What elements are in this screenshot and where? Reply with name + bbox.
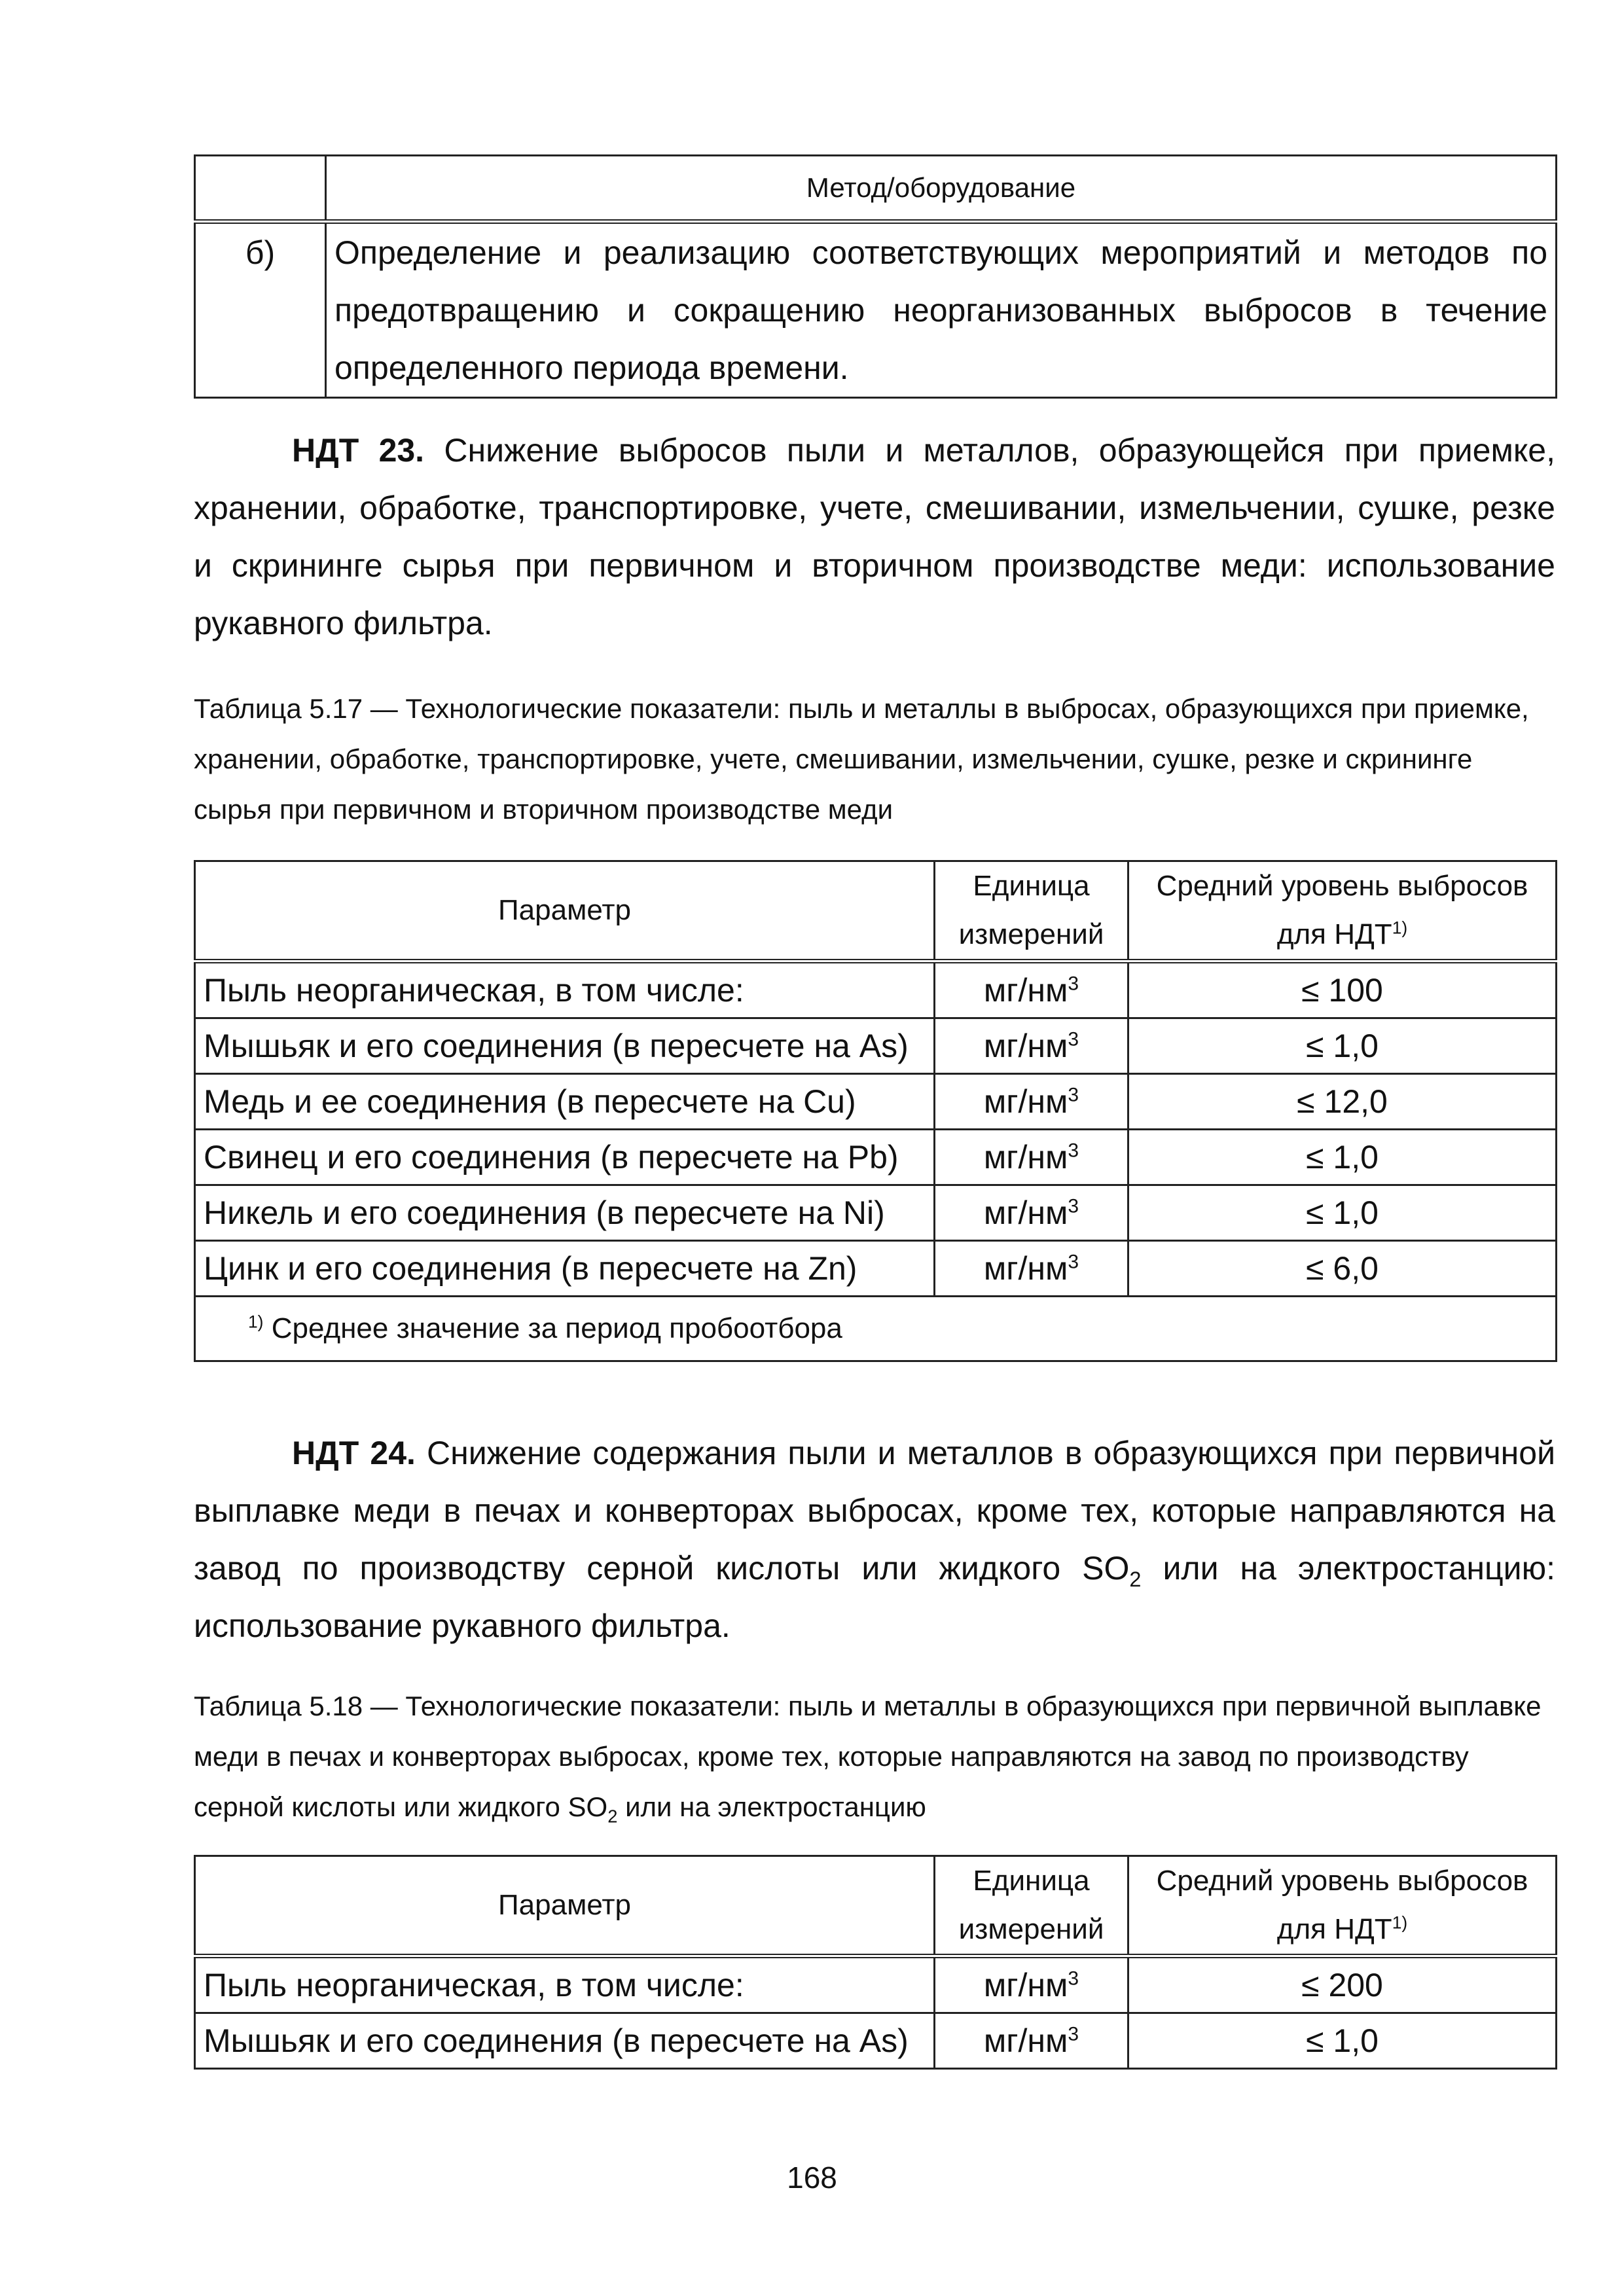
ndt24-label: НДТ 24. — [292, 1435, 416, 1471]
row-text: Определение и реализацию соответствующих мероприятий и методов по предотвращению и сокращению неорганизованных выбросов в течение определенного периода времени. — [326, 222, 1557, 398]
unit-cell: $мг/нм^3$ — [935, 1130, 1128, 1185]
table517-header — [195, 861, 1557, 961]
method-header-cell: Метод/оборудование — [326, 156, 1557, 222]
value-cell: ≤ 1,0 — [1128, 1185, 1557, 1241]
unit-cell: $мг/нм^3$ — [935, 1185, 1128, 1241]
ndt23-label: НДТ 23. — [292, 432, 425, 469]
footnote-cell: $^{1)}$ Среднее значение за период пробоотбора — [195, 1297, 1557, 1361]
value-cell: ≤ 1,0 — [1128, 1018, 1557, 1074]
table518-header — [195, 1856, 1557, 1956]
table-row — [195, 1956, 1557, 2013]
table518-caption: Таблица 5.18 — Технологические показатели: пыль и металлы в образующихся при первичной выплавке меди в печах и конверторах выбросах, кроме тех, которые направляются на завод по производству серной кислоты или жидкого $SO_2$ или на электростанцию — [194, 1691, 1542, 1827]
col-param-header: Параметр — [195, 861, 935, 961]
value-cell: ≤ 100 — [1128, 961, 1557, 1018]
value-cell: ≤ 200 — [1128, 1956, 1557, 2013]
col-unit-header: Единица измерений — [935, 1856, 1128, 1956]
table-row — [195, 2013, 1557, 2069]
table-5-18 — [194, 1855, 1557, 2070]
method-table-row — [195, 222, 1557, 398]
unit-cell: $мг/нм^3$ — [935, 1956, 1128, 2013]
unit-cell: $мг/нм^3$ — [935, 961, 1128, 1018]
table517-caption: Таблица 5.17 — Технологические показатели: пыль и металлы в выбросах, образующихся при приемке, хранении, обработке, транспортировке, учете, смешивании, измельчении, сушке, резке и скрининге сырья при первичном и вторичном производстве меди — [194, 693, 1529, 825]
table-row — [195, 1185, 1557, 1241]
ndt24-paragraph: НДТ 24. Снижение содержания пыли и металлов в образующихся при первичной выплавке меди в печах и конверторах выбросах, кроме тех, которые направляются на завод по производству серной кислоты или жидкого $SO_2$ или на электростанцию: использование рукавного фильтра. — [194, 1435, 1556, 1644]
unit-cell: $мг/нм^3$ — [935, 2013, 1128, 2069]
param-cell: Пыль неорганическая, в том числе: — [195, 961, 935, 1018]
param-cell: Цинк и его соединения (в пересчете на Zn) — [195, 1241, 935, 1297]
table-row — [195, 1130, 1557, 1185]
param-cell: Пыль неорганическая, в том числе: — [195, 1956, 935, 2013]
method-table — [194, 154, 1557, 399]
param-cell: Мышьяк и его соединения (в пересчете на As) — [195, 2013, 935, 2069]
row-mark: б) — [195, 222, 326, 398]
table517-footnote-row — [195, 1297, 1557, 1361]
table-row — [195, 1241, 1557, 1297]
table-5-17 — [194, 860, 1557, 1362]
value-cell: ≤ 6,0 — [1128, 1241, 1557, 1297]
value-cell: ≤ 12,0 — [1128, 1074, 1557, 1130]
ndt23-paragraph — [194, 422, 1555, 652]
empty-header-cell — [195, 156, 326, 222]
param-cell: Свинец и его соединения (в пересчете на Pb) — [195, 1130, 935, 1185]
table-row — [195, 961, 1557, 1018]
param-cell: Никель и его соединения (в пересчете на Ni) — [195, 1185, 935, 1241]
page-number: 168 — [787, 2161, 837, 2195]
ndt23-text: Снижение выбросов пыли и металлов, образующейся при приемке, хранении, обработке, транспортировке, учете, смешивании, измельчении, сушке, резке и скрининге сырья при первичном и вторичном производстве меди: использование рукавного фильтра. — [194, 432, 1555, 641]
value-cell: ≤ 1,0 — [1128, 1130, 1557, 1185]
param-cell: Мышьяк и его соединения (в пересчете на As) — [195, 1018, 935, 1074]
value-cell: ≤ 1,0 — [1128, 2013, 1557, 2069]
col-param-header: Параметр — [195, 1856, 935, 1956]
unit-cell: $мг/нм^3$ — [935, 1074, 1128, 1130]
col-level-header: Средний уровень выбросов для НДТ$^{1)}$ — [1128, 861, 1557, 961]
param-cell: Медь и ее соединения (в пересчете на Cu) — [195, 1074, 935, 1130]
unit-cell: $мг/нм^3$ — [935, 1241, 1128, 1297]
table-row — [195, 1018, 1557, 1074]
col-unit-header: Единица измерений — [935, 861, 1128, 961]
table-row — [195, 1074, 1557, 1130]
method-table-header — [195, 156, 1557, 222]
col-level-header: Средний уровень выбросов для НДТ$^{1)}$ — [1128, 1856, 1557, 1956]
unit-cell: $мг/нм^3$ — [935, 1018, 1128, 1074]
